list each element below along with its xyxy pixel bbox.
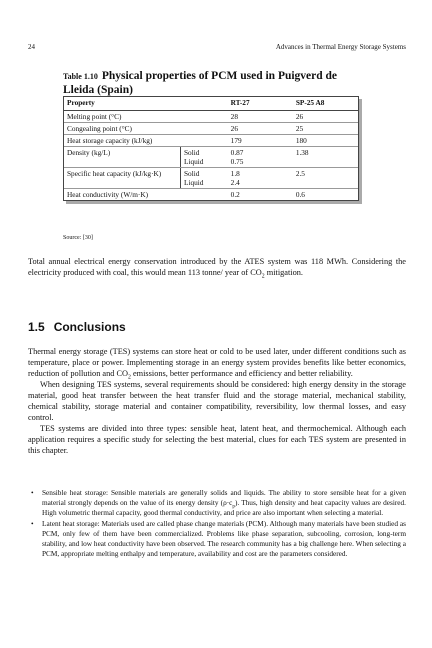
cell-sp25: 2.5 xyxy=(293,168,358,189)
conclusions-p1-a: Thermal energy storage (TES) systems can store heat or cold to be used later, under different conditions such as temperature, place or power. Implementing storage in an energy system provides benefits like better economics, reduction of pollution and CO xyxy=(28,347,406,378)
cell-property: Specific heat capacity (kJ/kg·K) xyxy=(64,168,180,189)
cell-phase xyxy=(180,168,227,189)
co2-subscript: 2 xyxy=(128,374,131,381)
bullet-subscript: p xyxy=(232,503,235,510)
pcm-properties-table xyxy=(63,96,359,201)
cell-sp25: 26 xyxy=(293,111,358,123)
cell-rt27: 179 xyxy=(228,135,293,147)
table-frame xyxy=(63,96,359,201)
intro-subscript: 2 xyxy=(261,273,265,280)
bullet-list xyxy=(28,488,406,560)
conclusions-paragraph: TES systems are divided into three types: sensible heat, latent heat, and thermochemical. Although each application requires a specific study for selecting the best material, clues for each TES system are presented in this chapter. xyxy=(28,424,406,455)
intro-text-a: Total annual electrical energy conservation introduced by the ATES system was 118 MWh. Considering the electricity produced with coal, this would mean 113 tonne/ year of CO xyxy=(28,257,406,277)
phase-solid: Solid xyxy=(183,148,200,157)
cell-property: Melting point (°C) xyxy=(64,111,228,123)
section-heading xyxy=(28,320,126,334)
bullet-icon: • xyxy=(31,488,34,497)
conclusions-p1-b: emissions, better performance and efficiency and better reliability. xyxy=(130,369,353,378)
cell-rt27: 0.2 xyxy=(230,190,240,199)
section-title: Conclusions xyxy=(53,320,126,334)
conclusions-paragraph: When designing TES systems, several requirements should be considered: high energy density in the storage material, good heat transfer between the heat transfer fluid and the storage material, mechanical stability, chemical stability, storage material and container compatibility, reversibility, low thermal losses, and easy control. xyxy=(28,380,406,422)
table-grid xyxy=(64,97,358,200)
table-title: Physical properties of PCM used in Puigverd de Lleida (Spain) xyxy=(63,70,338,96)
conclusions-body xyxy=(28,346,406,456)
cell-sp25: 1.38 xyxy=(293,147,358,168)
bullet-text: Latent heat storage: Materials used are called phase change materials (PCM). Although many materials have been studied as PCM, only few of them have been commercialized. Problems like phase separation, subcooling, corrosion, long-term stability, and low heat conductivity have been observed. The research community has a big challenge here. When selecting a PCM, appropriate melting enthalpy and temperature, availability and cost are the parameters considered. xyxy=(42,519,406,558)
cell-sp25: 180 xyxy=(293,135,358,147)
cell-sp25: 0.6 xyxy=(295,190,305,199)
table-row xyxy=(64,135,358,147)
table-header-row xyxy=(64,97,358,111)
cell-phase xyxy=(180,147,227,168)
conclusions-paragraph xyxy=(28,346,406,379)
cell-rt27 xyxy=(228,147,293,168)
cell-property: Congealing point (°C) xyxy=(64,123,228,135)
page-number: 24 xyxy=(28,43,35,51)
cell-property: Heat conductivity (W/m·K) xyxy=(67,190,149,199)
list-item xyxy=(28,488,406,518)
table-row xyxy=(64,189,358,201)
value-liquid: 0.75 xyxy=(230,157,244,166)
intro-text-b: mitigation. xyxy=(264,268,303,277)
list-item xyxy=(28,519,406,559)
running-title: Advances in Thermal Energy Storage Systems xyxy=(275,43,406,51)
intro-paragraph xyxy=(28,256,406,278)
table-row xyxy=(64,111,358,123)
bullet-icon: • xyxy=(31,519,34,528)
cell-rt27: 26 xyxy=(228,123,293,135)
header-rt27: RT-27 xyxy=(228,97,293,111)
phase-solid: Solid xyxy=(183,169,200,178)
table-source: Source: [30] xyxy=(63,235,93,241)
cell-property: Heat storage capacity (kJ/kg) xyxy=(64,135,228,147)
cell-rt27 xyxy=(228,168,293,189)
phase-liquid: Liquid xyxy=(183,157,204,166)
table-row xyxy=(64,147,358,168)
table-caption xyxy=(63,69,363,96)
running-header xyxy=(28,43,406,51)
bullet-text-b: ). Thus, high density and heat capacity values are desired. High volumetric thermal capacity, good thermal conductivity, and price are also important when selecting a material. xyxy=(42,498,406,517)
cell-rt27: 28 xyxy=(228,111,293,123)
table-label: Table 1.10 xyxy=(63,72,98,81)
cell-sp25: 25 xyxy=(293,123,358,135)
table-row xyxy=(64,168,358,189)
cell-property: Density (kg/L) xyxy=(64,147,180,168)
value-solid: 1.8 xyxy=(230,169,240,178)
table-row xyxy=(64,123,358,135)
bullet-text-a: Sensible heat storage: Sensible materials are generally solids and liquids. The ability to store sensible heat for a given material strongly depends on the value of its energy density (ρ·c xyxy=(42,488,406,507)
value-solid: 0.87 xyxy=(230,148,244,157)
value-liquid: 2.4 xyxy=(230,178,240,187)
phase-liquid: Liquid xyxy=(183,178,204,187)
intro-text xyxy=(28,256,406,278)
header-property: Property xyxy=(64,97,228,111)
section-number: 1.5 xyxy=(28,320,45,334)
header-sp25: SP-25 A8 xyxy=(293,97,358,111)
